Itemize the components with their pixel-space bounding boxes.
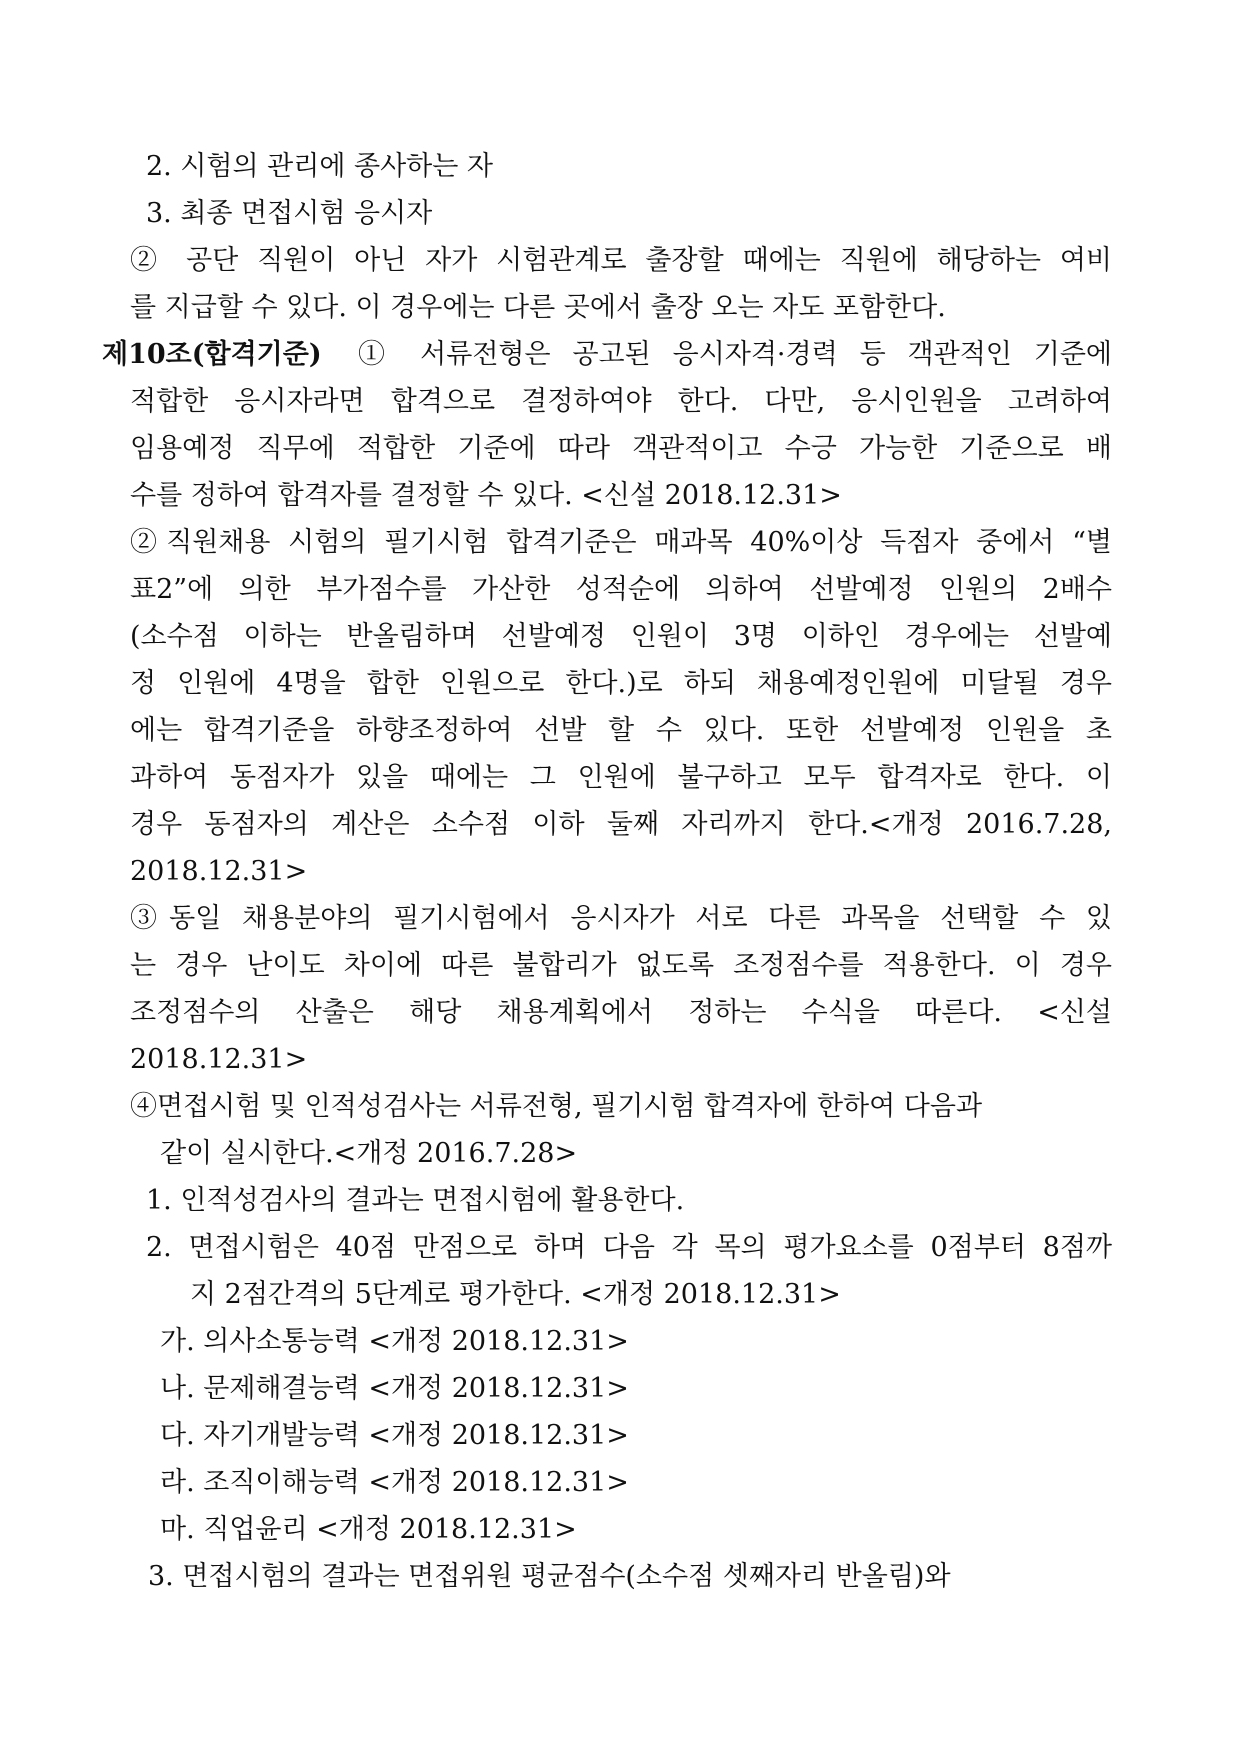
article-10-para-1-line-4: 수를 정하여 합격자를 결정할 수 있다. <신설 2018.12.31> bbox=[130, 480, 842, 511]
eval-item-da: 다. 자기개발능력 <개정 2018.12.31> bbox=[160, 1420, 629, 1451]
article-10-para-4-line-1: ④면접시험 및 인적성검사는 서류전형, 필기시험 합격자에 한하여 다음과 bbox=[130, 1091, 983, 1122]
subitem-3: 3. 면접시험의 결과는 면접위원 평균점수(소수점 셋째자리 반올림)와 bbox=[148, 1561, 951, 1592]
paragraph-2-line-1: ② 공단 직원이 아닌 자가 시험관계로 출장할 때에는 직원에 해당하는 여비 bbox=[130, 245, 1112, 276]
clause-item-3: 3. 최종 면접시험 응시자 bbox=[146, 198, 433, 229]
eval-item-ma: 마. 직업윤리 <개정 2018.12.31> bbox=[160, 1514, 577, 1545]
article-10-para-2-line-2: 표2”에 의한 부가점수를 가산한 성적순에 의하여 선발예정 인원의 2배수 bbox=[130, 574, 1112, 605]
article-10-para-1-line-1: ① 서류전형은 공고된 응시자격·경력 등 객관적인 기준에 bbox=[358, 339, 1112, 370]
article-10-para-2-line-5: 에는 합격기준을 하향조정하여 선발 할 수 있다. 또한 선발예정 인원을 초 bbox=[130, 715, 1112, 746]
article-10-para-2-line-3: (소수점 이하는 반올림하며 선발예정 인원이 3명 이하인 경우에는 선발예 bbox=[130, 621, 1112, 652]
article-10-para-2-line-1: ②직원채용 시험의 필기시험 합격기준은 매과목 40%이상 득점자 중에서 “별 bbox=[130, 527, 1112, 558]
eval-item-na: 나. 문제해결능력 <개정 2018.12.31> bbox=[160, 1373, 629, 1404]
article-10-para-3-line-3: 조정점수의 산출은 해당 채용계획에서 정하는 수식을 따른다. <신설 bbox=[130, 997, 1112, 1028]
article-10-para-2-line-4: 정 인원에 4명을 합한 인원으로 한다.)로 하되 채용예정인원에 미달될 경우 bbox=[130, 668, 1112, 699]
article-10-heading: 제10조(합격기준) bbox=[102, 339, 322, 370]
article-10-para-2-line-7: 경우 동점자의 계산은 소수점 이하 둘째 자리까지 한다.<개정 2016.7.28, bbox=[130, 809, 1112, 840]
eval-item-ra: 라. 조직이해능력 <개정 2018.12.31> bbox=[160, 1467, 629, 1498]
article-10-para-2-line-8: 2018.12.31> bbox=[130, 856, 308, 887]
article-10-para-3-line-4: 2018.12.31> bbox=[130, 1044, 308, 1075]
article-10-para-3-line-1: ③동일 채용분야의 필기시험에서 응시자가 서로 다른 과목을 선택할 수 있 bbox=[130, 903, 1112, 934]
subitem-2-line-2: 지 2점간격의 5단계로 평가한다. <개정 2018.12.31> bbox=[190, 1279, 841, 1310]
article-10-para-1-line-3: 임용예정 직무에 적합한 기준에 따라 객관적이고 수긍 가능한 기준으로 배 bbox=[130, 433, 1112, 464]
subitem-1: 1. 인적성검사의 결과는 면접시험에 활용한다. bbox=[146, 1185, 685, 1216]
article-10-para-1-line-2: 적합한 응시자라면 합격으로 결정하여야 한다. 다만, 응시인원을 고려하여 bbox=[130, 386, 1112, 417]
subitem-2-line-1: 2. 면접시험은 40점 만점으로 하며 다음 각 목의 평가요소를 0점부터 8점까 bbox=[146, 1232, 1112, 1263]
paragraph-2-line-2: 를 지급할 수 있다. 이 경우에는 다른 곳에서 출장 오는 자도 포함한다. bbox=[130, 292, 946, 323]
article-10-para-3-line-2: 는 경우 난이도 차이에 따른 불합리가 없도록 조정점수를 적용한다. 이 경우 bbox=[130, 950, 1112, 981]
article-10-para-2-line-6: 과하여 동점자가 있을 때에는 그 인원에 불구하고 모두 합격자로 한다. 이 bbox=[130, 762, 1112, 793]
clause-item-2: 2. 시험의 관리에 종사하는 자 bbox=[146, 151, 493, 182]
eval-item-ga: 가. 의사소통능력 <개정 2018.12.31> bbox=[160, 1326, 629, 1357]
article-10-para-4-line-2: 같이 실시한다.<개정 2016.7.28> bbox=[160, 1138, 578, 1169]
